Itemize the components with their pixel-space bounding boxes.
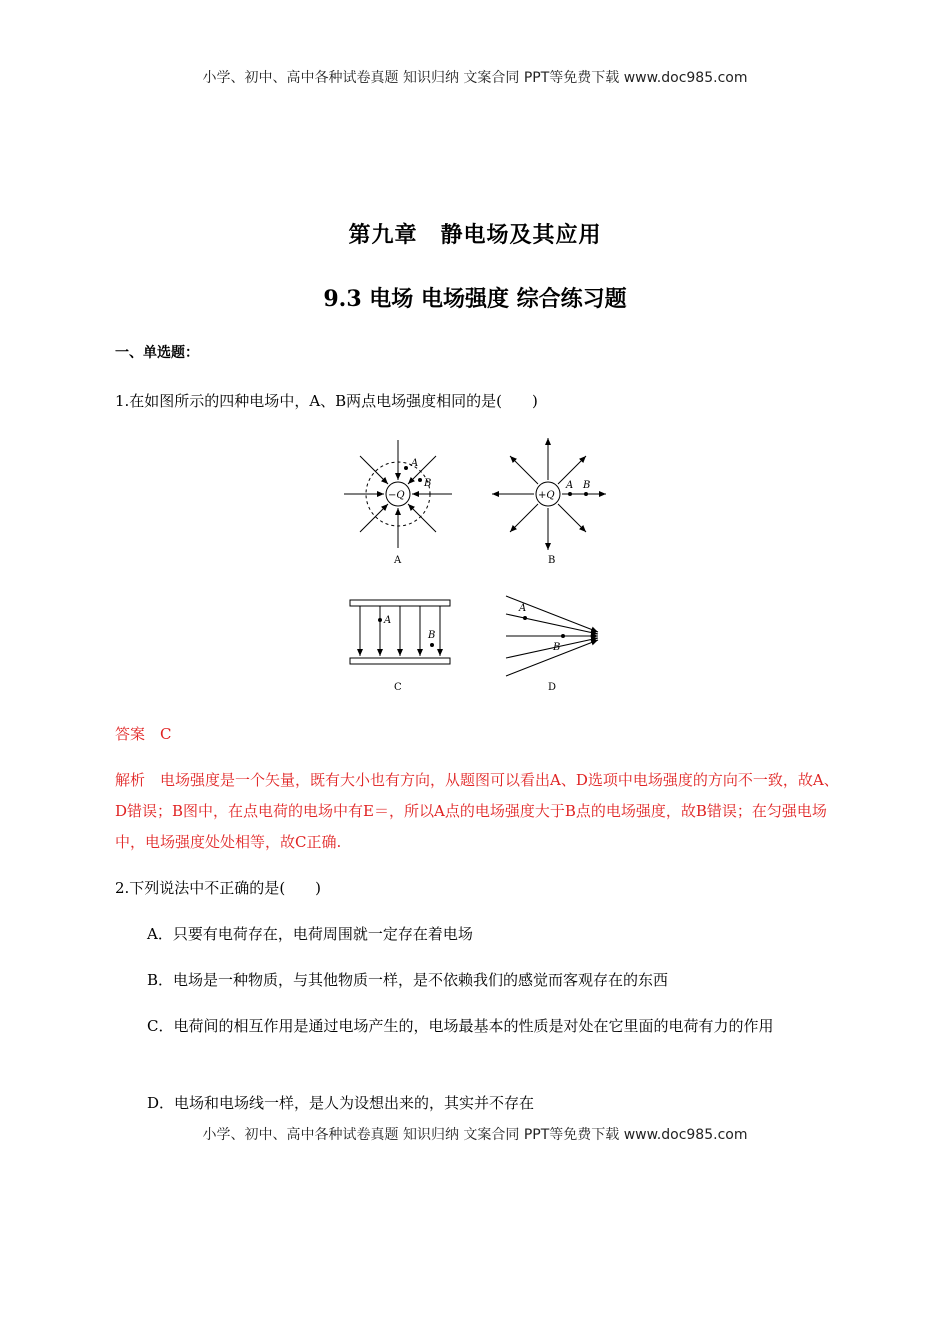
diagram-d-point-a-label: A xyxy=(519,603,527,614)
diagram-a-label: A xyxy=(394,555,402,566)
question-1-stem: 1.在如图所示的四种电场中，A、B两点电场强度相同的是( ) xyxy=(115,392,538,410)
diagram-c-label: C xyxy=(394,682,402,693)
diagram-b-point-a-label: A xyxy=(566,480,574,491)
diagram-a-point-a-label: A xyxy=(411,458,419,469)
question-2-stem: 2.下列说法中不正确的是( ) xyxy=(115,879,322,897)
chapter-title: 第九章 静电场及其应用 xyxy=(348,222,602,248)
diagram-b-point-b-label: B xyxy=(583,480,591,491)
diagram-d-point-b-label: B xyxy=(553,642,561,653)
page-footer: 小学、初中、高中各种试卷真题 知识归纳 文案合同 PPT等免费下载 www.doc985.com xyxy=(202,1127,748,1143)
diagram-b-label: B xyxy=(548,555,556,566)
question-1-explanation: 解析 电场强度是一个矢量，既有大小也有方向，从题图可以看出A、D选项中电场强度的方向不一致，故A、D错误；B图中，在点电荷的电场中有E＝，所以A点的电场强度大于B点的电场强度，故B错误；在匀强电场中，电场强度处处相等，故C正确. xyxy=(115,771,839,851)
positive-charge-label: +Q xyxy=(538,490,555,501)
electric-field-figure xyxy=(330,430,620,700)
question-2-option-a: A．只要有电荷存在，电荷周围就一定存在着电场 xyxy=(147,925,473,943)
diagram-b-positive-charge xyxy=(492,438,606,566)
page-header: 小学、初中、高中各种试卷真题 知识归纳 文案合同 PPT等免费下载 www.doc985.com xyxy=(202,70,748,86)
diagram-a-point-b-label: B xyxy=(424,478,432,489)
diagram-c-uniform-field xyxy=(350,600,450,693)
question-1-answer: 答案 C xyxy=(115,725,172,743)
section-heading: 一、单选题： xyxy=(115,345,199,361)
question-2-option-d: D．电场和电场线一样，是人为设想出来的，其实并不存在 xyxy=(147,1094,535,1112)
diagram-d-converging-field xyxy=(506,596,598,693)
diagram-c-point-a-label: A xyxy=(384,615,392,626)
question-2-option-c: C．电荷间的相互作用是通过电场产生的，电场最基本的性质是对处在它里面的电荷有力的作用 xyxy=(147,1017,774,1035)
diagram-a-negative-charge xyxy=(344,440,452,566)
diagram-c-point-b-label: B xyxy=(428,630,436,641)
question-2-option-b: B．电场是一种物质，与其他物质一样，是不依赖我们的感觉而客观存在的东西 xyxy=(147,971,669,989)
diagram-d-label: D xyxy=(548,682,557,693)
lesson-title: 9.3 电场 电场强度 综合练习题 xyxy=(323,286,627,312)
negative-charge-label: −Q xyxy=(388,490,405,501)
